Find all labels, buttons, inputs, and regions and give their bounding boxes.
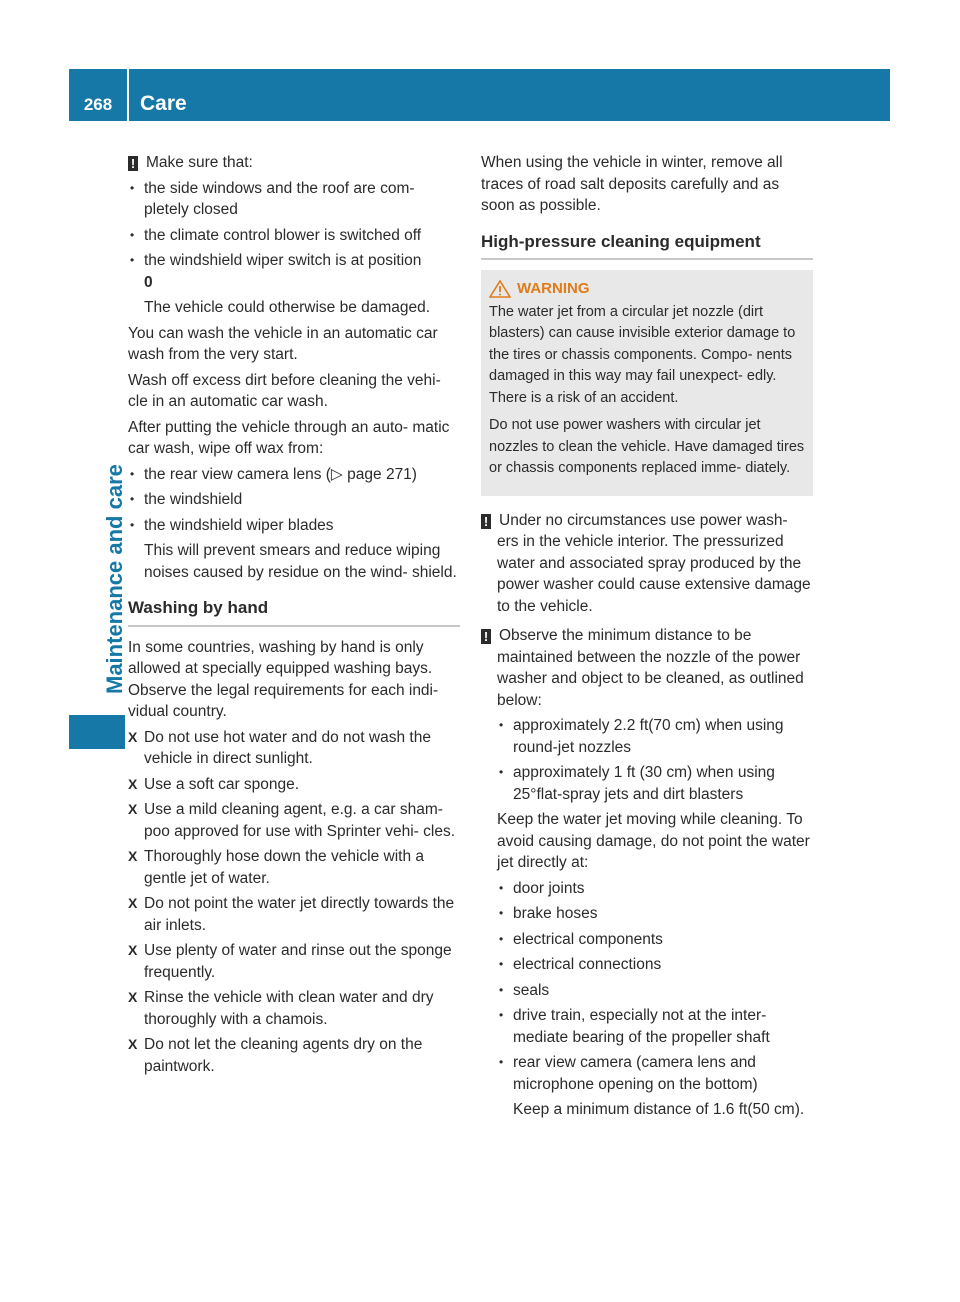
list-item: • door joints bbox=[497, 878, 813, 900]
paragraph: When using the vehicle in winter, remove all traces of road salt deposits carefully and as soon as possible. bbox=[481, 154, 783, 214]
step-item: X Do not let the cleaning agents dry on the paintwork. bbox=[128, 1036, 423, 1075]
step-item: X Use plenty of water and rinse out the sponge frequently. bbox=[128, 942, 452, 981]
heading-washing-by-hand: Washing by hand bbox=[128, 597, 460, 627]
exclamation-icon: ! bbox=[481, 629, 491, 644]
note-distance: ! Observe the minimum distance to be maintained between the nozzle of the power washer and object to be cleaned, as outlined below: bbox=[481, 625, 813, 711]
paragraph: Wash off excess dirt before cleaning the vehi- cle in an automatic car wash. bbox=[128, 371, 441, 410]
step-x-icon: X bbox=[128, 1036, 138, 1052]
exclamation-icon: ! bbox=[481, 514, 491, 529]
warning-text: The water jet from a circular jet nozzle (dirt blasters) can cause invisible exterior damage to the tires or chassis components. Compo- nents damaged in this way may fail unexpect- edly. There is a risk of an accident. bbox=[489, 303, 796, 406]
exclamation-icon: ! bbox=[128, 156, 138, 171]
step-x-icon: X bbox=[128, 801, 138, 817]
list-item: • the side windows and the roof are com- pletely closed bbox=[128, 178, 460, 221]
list-item: • the windshield bbox=[128, 489, 460, 511]
page-header-bar bbox=[69, 69, 890, 121]
list-item: • the windshield wiper blades bbox=[128, 515, 460, 537]
list-item: • electrical components bbox=[497, 929, 813, 951]
step-item: X Use a soft car sponge. bbox=[128, 774, 460, 796]
step-item: X Do not point the water jet directly towards the air inlets. bbox=[128, 895, 455, 934]
step-x-icon: X bbox=[128, 895, 138, 911]
paragraph: In some countries, washing by hand is only allowed at specially equipped washing bays. Observe the legal requirements for each indi- vidual country. bbox=[128, 638, 439, 720]
step-x-icon: X bbox=[128, 942, 138, 958]
step-item: X Use a mild cleaning agent, e.g. a car sham- poo approved for use with Sprinter vehi- cles. bbox=[128, 801, 456, 840]
camera-tail: Keep a minimum distance of 1.6 ft(50 cm). bbox=[513, 1101, 805, 1118]
step-x-icon: X bbox=[128, 728, 138, 745]
list-item: • rear view camera (camera lens and microphone opening on the bottom) bbox=[497, 1052, 813, 1095]
page-number: 268 bbox=[83, 95, 113, 114]
paragraph: After putting the vehicle through an auto- matic car wash, wipe off wax from: bbox=[128, 418, 450, 457]
note-lead: Make sure that: bbox=[146, 154, 253, 171]
warning-text: Do not use power washers with circular jet nozzles to clean the vehicle. Have damaged tires or chassis components replaced imme- diately. bbox=[489, 417, 805, 476]
step-item: X Rinse the vehicle with clean water and dry thoroughly with a chamois. bbox=[128, 989, 434, 1028]
header-divider bbox=[127, 69, 129, 121]
list-item: • approximately 1 ft (30 cm) when using 25°flat-spray jets and dirt blasters bbox=[497, 762, 813, 805]
section-title: Care bbox=[140, 92, 187, 115]
list-item bbox=[128, 250, 460, 293]
step-item: X Thoroughly hose down the vehicle with a gentle jet of water. bbox=[128, 848, 425, 887]
wax-tail: This will prevent smears and reduce wiping noises caused by residue on the wind- shield. bbox=[144, 542, 457, 581]
step-x-icon: X bbox=[128, 848, 138, 864]
note-tail: The vehicle could otherwise be damaged. bbox=[144, 299, 431, 316]
heading-high-pressure: High-pressure cleaning equipment bbox=[481, 231, 813, 261]
left-column bbox=[128, 152, 460, 1081]
list-item: • drive train, especially not at the inter- mediate bearing of the propeller shaft bbox=[497, 1005, 813, 1048]
list-item: • seals bbox=[497, 980, 813, 1002]
list-item: • approximately 2.2 ft(70 cm) when using round-jet nozzles bbox=[497, 715, 813, 758]
warning-triangle-icon bbox=[489, 280, 511, 298]
list-item: • electrical connections bbox=[497, 954, 813, 976]
list-item: • the rear view camera lens (▷ page 271) bbox=[128, 464, 460, 486]
step-item: X Do not use hot water and do not wash the vehicle in direct sunlight. bbox=[128, 728, 431, 767]
paragraph: You can wash the vehicle in an automatic car wash from the very start. bbox=[128, 324, 438, 363]
right-column bbox=[481, 152, 813, 1125]
note-make-sure bbox=[128, 152, 460, 174]
warning-box bbox=[481, 270, 813, 496]
step-x-icon: X bbox=[128, 775, 138, 792]
list-item-text: the windshield wiper switch is at position bbox=[144, 252, 422, 269]
warning-title: WARNING bbox=[517, 280, 590, 297]
side-tab-label: Maintenance and care bbox=[102, 464, 127, 694]
step-x-icon: X bbox=[128, 989, 138, 1005]
list-item: • the climate control blower is switched off bbox=[128, 225, 460, 247]
note-interior: ! Under no circumstances use power wash- ers in the vehicle interior. The pressurized water and associated spray produced by the power washer could cause extensive damage to the vehicle. bbox=[481, 510, 813, 618]
side-tab-marker bbox=[69, 715, 125, 749]
keep-moving: Keep the water jet moving while cleaning. To avoid causing damage, do not point the water jet directly at: bbox=[497, 811, 810, 871]
position-zero: 0 bbox=[144, 273, 153, 291]
warning-header bbox=[489, 278, 805, 300]
list-item: • brake hoses bbox=[497, 903, 813, 925]
